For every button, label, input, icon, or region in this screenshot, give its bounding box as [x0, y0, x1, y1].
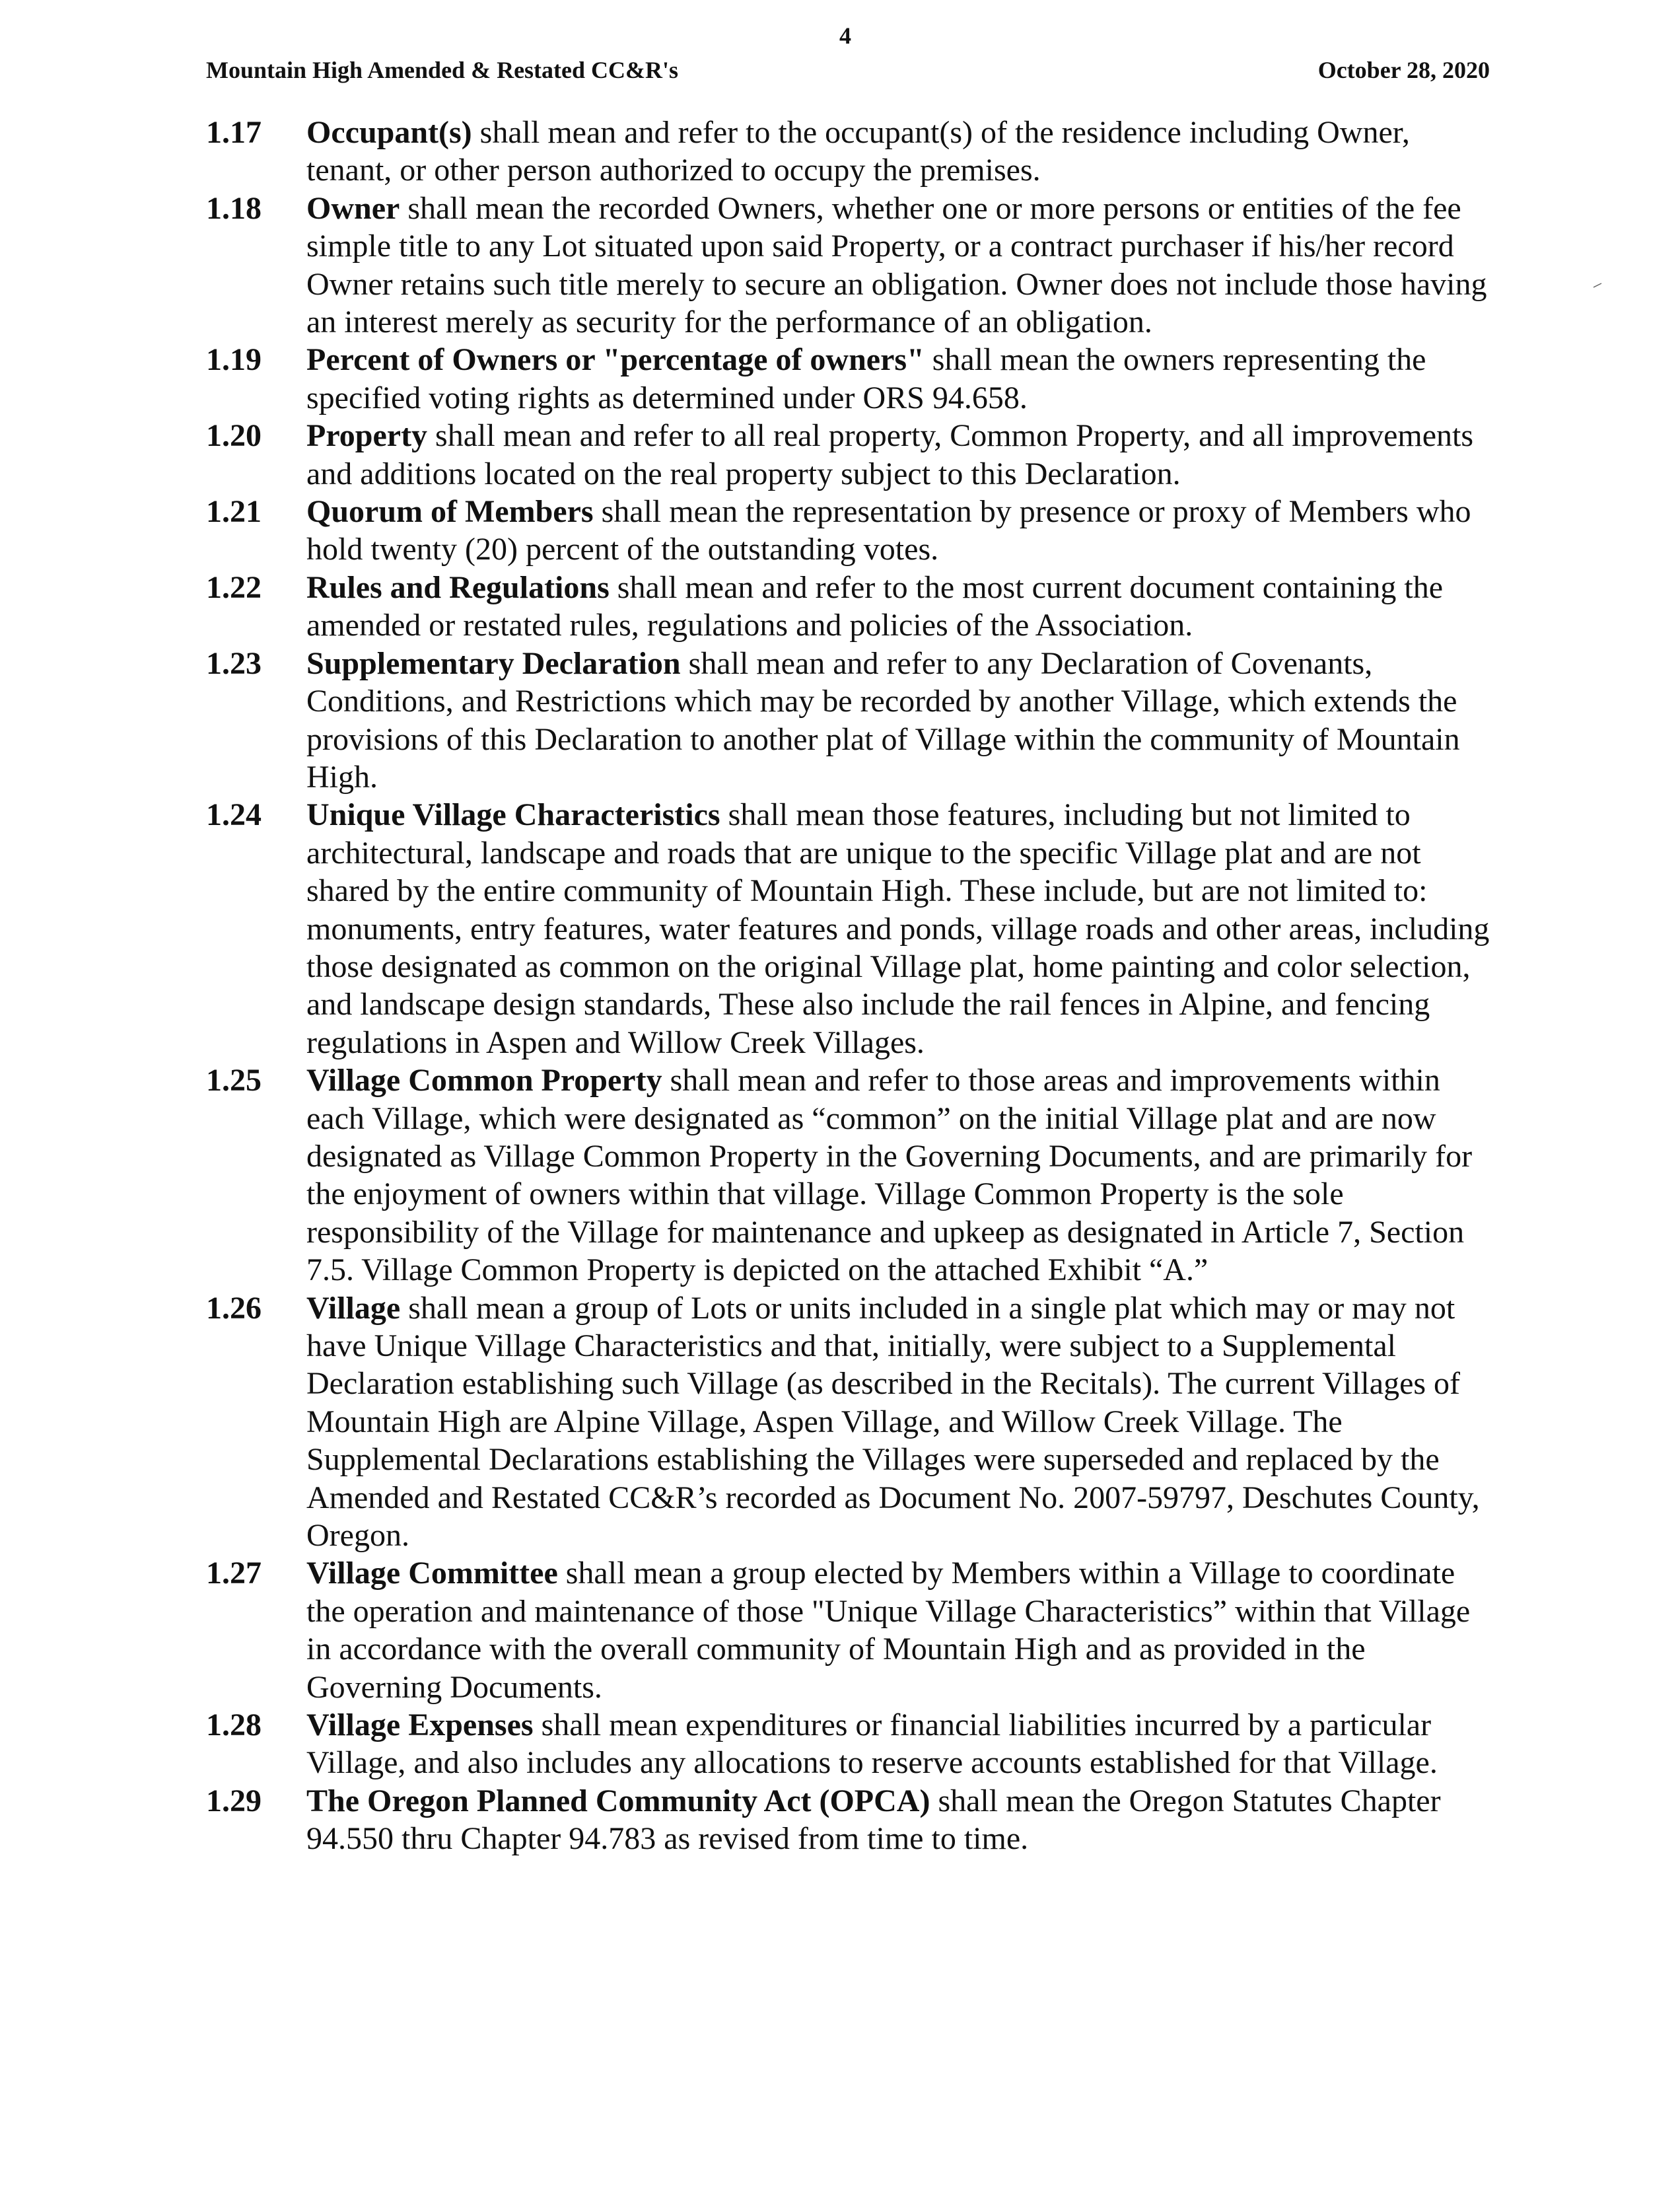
definition-item [206, 341, 1500, 417]
pen-mark [1593, 283, 1602, 288]
definition-number: 1.17 [206, 115, 262, 150]
definition-term: Village Common Property [306, 1063, 662, 1098]
definition-item [206, 1782, 1500, 1858]
definition-term: Quorum of Members [306, 494, 594, 530]
definition-term: The Oregon Planned Community Act (OPCA) [306, 1783, 930, 1818]
definition-item [206, 493, 1500, 569]
definition-term: Unique Village Characteristics [306, 797, 720, 833]
definition-term: Percent of Owners or "percentage of owners" [306, 342, 925, 378]
definition-term: Property [306, 418, 428, 454]
definition-term: Occupant(s) [306, 115, 472, 150]
definition-term: Supplementary Declaration [306, 645, 681, 681]
definition-term: Village Expenses [306, 1707, 534, 1743]
definition-number: 1.18 [206, 190, 262, 226]
definition-item [206, 417, 1500, 493]
definition-term: Owner [306, 190, 400, 226]
definition-number: 1.26 [206, 1290, 262, 1326]
definition-number: 1.27 [206, 1556, 262, 1591]
definition-item [206, 1706, 1500, 1782]
definition-text: shall mean and refer to those areas and improvements within each Village, which were designated as “common” on the initial Village plat and are now designated as Village Common Property in the Governing Documents, and are primarily for the enjoyment of owners within that village. Village Common Property is the sole responsibility of the Village for maintenance and upkeep as designated in Article 7, Section 7.5. Village Common Property is depicted on the attached Exhibit “A.” [306, 1063, 1473, 1288]
running-header [206, 52, 1490, 89]
definition-item [206, 190, 1500, 341]
definition-number: 1.28 [206, 1707, 262, 1743]
definition-number: 1.19 [206, 342, 262, 378]
definition-text: shall mean and refer to all real property, Common Property, and all improvements and additions located on the real property subject to this Declaration. [306, 418, 1474, 491]
document-title: Mountain High Amended & Restated CC&R's [206, 57, 679, 83]
definitions-list [206, 114, 1500, 1858]
definition-number: 1.23 [206, 645, 262, 681]
definition-text: shall mean the owners representing the specified voting rights as determined under ORS 94.658. [306, 342, 1426, 415]
definition-text: shall mean and refer to any Declaration of Covenants, Conditions, and Restrictions which may be recorded by another Village, which extends the provisions of this Declaration to another plat of Village within the community of Mountain High. [306, 645, 1460, 795]
definition-text: shall mean and refer to the most current document containing the amended or restated rules, regulations and policies of the Association. [306, 569, 1444, 643]
definition-text: shall mean the recorded Owners, whether one or more persons or entities of the fee simple title to any Lot situated upon said Property, or a contract purchaser if his/her record Owner retains such title merely to secure an obligation. Owner does not include those having an interest merely as security for the performance of an obligation. [306, 190, 1487, 340]
document-date: October 28, 2020 [1317, 57, 1490, 83]
definition-number: 1.25 [206, 1063, 262, 1098]
definition-term: Village [306, 1290, 401, 1326]
definition-text: shall mean and refer to the occupant(s) of the residence including Owner, tenant, or other person authorized to occupy the premises. [306, 115, 1410, 188]
definition-text: shall mean a group elected by Members within a Village to coordinate the operation and maintenance of those "Unique Village Characteristics” within that Village in accordance with the overall community of Mountain High and as provided in the Governing Documents. [306, 1556, 1471, 1705]
definition-term: Village Committee [306, 1556, 558, 1591]
definition-number: 1.20 [206, 418, 262, 454]
definition-text: shall mean a group of Lots or units included in a single plat which may or may not have Unique Village Characteristics and that, initially, were subject to a Supplemental Declaration establishing such Village (as described in the Recitals). The current Villages of Mountain High are Alpine Village, Aspen Village, and Willow Creek Village. The Supplemental Declarations establishing the Villages were superseded and replaced by the Amended and Restated CC&R’s recorded as Document No. 2007-59797, Deschutes County, Oregon. [306, 1290, 1480, 1554]
definition-number: 1.22 [206, 569, 262, 605]
definition-item [206, 796, 1500, 1061]
definition-text: shall mean the Oregon Statutes Chapter 94.550 thru Chapter 94.783 as revised from time to time. [306, 1783, 1441, 1857]
definition-text: shall mean those features, including but not limited to architectural, landscape and roads that are unique to the specific Village plat and are not shared by the entire community of Mountain High. These include, but are not limited to: monuments, entry features, water features and ponds, village roads and other areas, including those designated as common on the original Village plat, home painting and color selection, and landscape design standards, These also include the rail fences in Alpine, and fencing regulations in Aspen and Willow Creek Villages. [306, 797, 1490, 1060]
definition-number: 1.21 [206, 494, 262, 530]
definition-text: shall mean expenditures or financial liabilities incurred by a particular Village, and also includes any allocations to reserve accounts established for that Village. [306, 1707, 1438, 1781]
definition-number: 1.29 [206, 1783, 262, 1818]
definition-item [206, 1061, 1500, 1289]
page-number: 4 [839, 22, 851, 49]
definition-item [206, 569, 1500, 645]
definition-item [206, 1289, 1500, 1555]
definition-number: 1.24 [206, 797, 262, 833]
definition-term: Rules and Regulations [306, 569, 610, 605]
definition-item [206, 114, 1500, 190]
definition-text: shall mean the representation by presence or proxy of Members who hold twenty (20) percent of the outstanding votes. [306, 494, 1471, 567]
definition-item [206, 1554, 1500, 1706]
definition-item [206, 645, 1500, 797]
